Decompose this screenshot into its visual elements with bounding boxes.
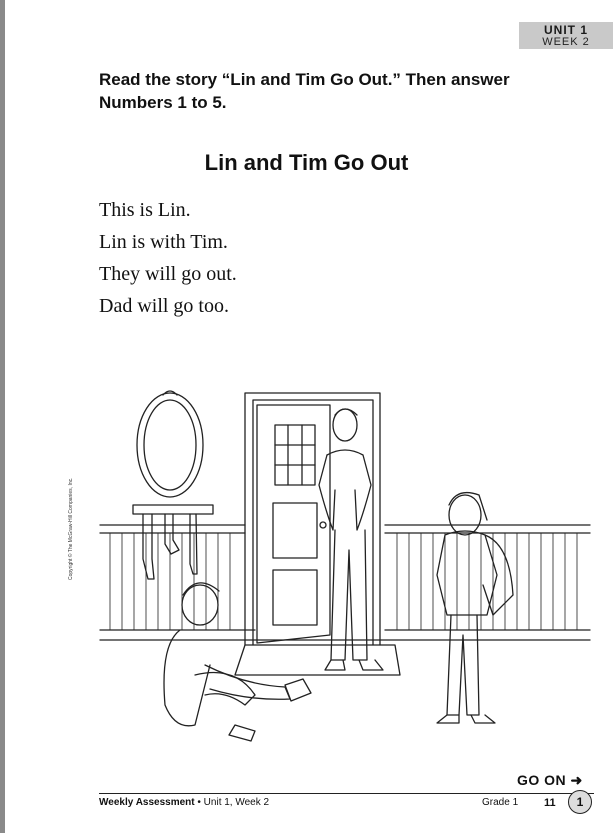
story-line: They will go out. bbox=[99, 263, 237, 285]
footer-assessment-info bbox=[99, 797, 269, 808]
boy-figure bbox=[164, 583, 311, 741]
story-line: This is Lin. bbox=[99, 199, 191, 221]
circled-number: 1 bbox=[568, 790, 592, 814]
copyright-notice: Copyright © The McGraw-Hill Companies, Inc. bbox=[68, 477, 74, 580]
footer-divider bbox=[99, 793, 594, 794]
story-text bbox=[99, 198, 237, 326]
week-label: WEEK 2 bbox=[542, 36, 590, 48]
story-illustration bbox=[95, 385, 595, 760]
open-doorway bbox=[245, 393, 380, 645]
left-margin-rule bbox=[0, 0, 5, 833]
story-title: Lin and Tim Go Out bbox=[204, 150, 409, 175]
story-line: Lin is with Tim. bbox=[99, 231, 228, 253]
wainscoting-panel bbox=[100, 525, 590, 640]
unit-week-tab bbox=[519, 22, 613, 49]
page-number: 11 bbox=[544, 797, 556, 809]
instructions: Read the story “Lin and Tim Go Out.” Then answer Numbers 1 to 5. bbox=[99, 70, 510, 112]
unit-week-text: • Unit 1, Week 2 bbox=[194, 797, 270, 808]
go-on-label: GO ON ➜ bbox=[517, 772, 583, 788]
grade-label: Grade 1 bbox=[482, 797, 519, 808]
coat-rack bbox=[133, 505, 213, 579]
oval-mirror bbox=[137, 391, 203, 497]
unit-label: UNIT 1 bbox=[543, 23, 588, 37]
assessment-title: Weekly Assessment bbox=[99, 797, 195, 808]
girl-figure bbox=[437, 493, 513, 723]
story-line: Dad will go too. bbox=[99, 295, 229, 317]
